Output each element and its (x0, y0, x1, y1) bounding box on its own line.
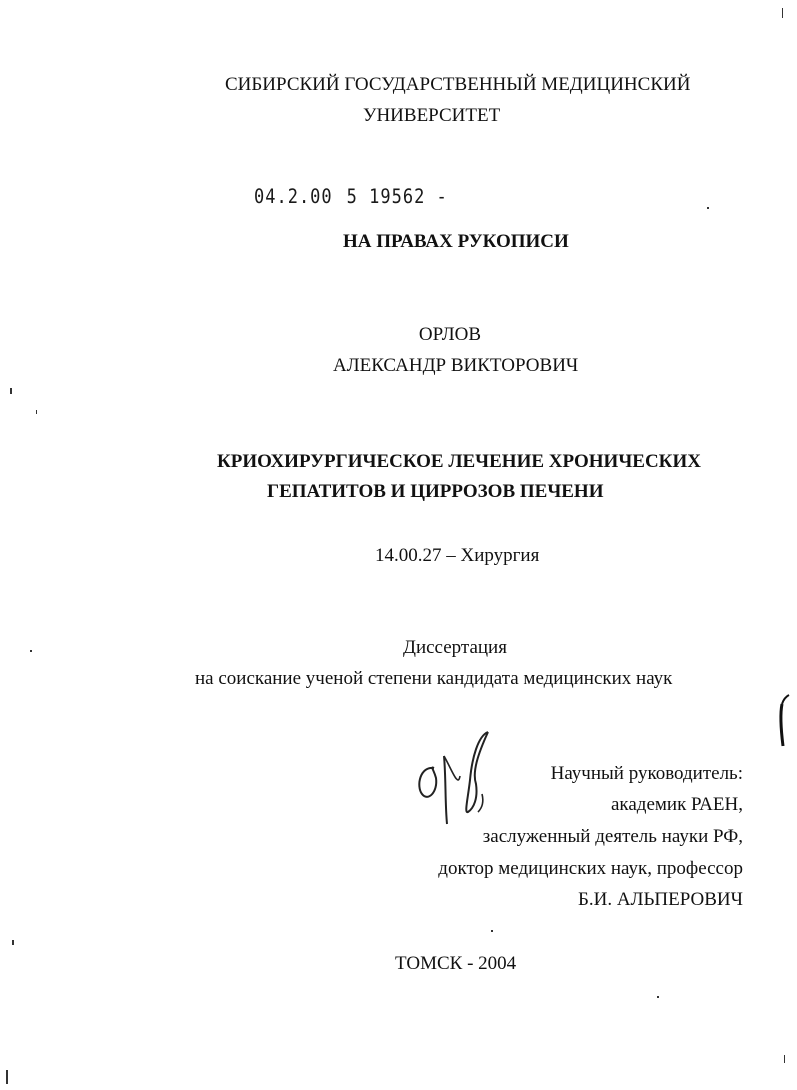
scan-speck (6, 1070, 8, 1084)
scan-speck (657, 996, 659, 998)
scan-speck (30, 650, 32, 652)
scan-speck (782, 8, 783, 18)
university-name-line1: СИБИРСКИЙ ГОСУДАРСТВЕННЫЙ МЕДИЦИНСКИЙ (225, 74, 691, 95)
author-name: АЛЕКСАНДР ВИКТОРОВИЧ (333, 355, 579, 376)
university-name-line2: УНИВЕРСИТЕТ (363, 105, 501, 126)
registration-stamp (254, 186, 448, 209)
scan-edge-mark (770, 690, 792, 750)
dissertation-purpose: на соискание ученой степени кандидата медицинских наук (195, 668, 673, 689)
scan-speck (784, 1055, 785, 1063)
supervisor-name: Б.И. АЛЬПЕРОВИЧ (578, 889, 743, 910)
specialty-code: 14.00.27 – Хирургия (375, 545, 540, 566)
supervisor-title-academic: академик РАЕН, (610, 794, 743, 815)
scan-speck (491, 930, 493, 932)
dissertation-type: Диссертация (403, 637, 507, 658)
dissertation-title-line1: КРИОХИРУРГИЧЕСКОЕ ЛЕЧЕНИЕ ХРОНИЧЕСКИХ (217, 451, 701, 472)
scan-speck (36, 410, 37, 414)
scan-speck (10, 388, 12, 394)
scan-speck (12, 940, 14, 945)
stamp-number: 5 19562 - (346, 185, 448, 209)
supervisor-title-honored: заслуженный деятель науки РФ, (482, 826, 743, 847)
dissertation-title-line2: ГЕПАТИТОВ И ЦИРРОЗОВ ПЕЧЕНИ (267, 481, 604, 502)
author-surname: ОРЛОВ (418, 324, 482, 345)
supervisor-title-degree: доктор медицинских наук, профессор (438, 858, 743, 879)
stamp-date-code: 04.2.00 (254, 185, 333, 209)
city-year: ТОМСК - 2004 (395, 953, 517, 974)
manuscript-note: НА ПРАВАХ РУКОПИСИ (343, 231, 569, 252)
supervisor-label: Научный руководитель: (550, 763, 743, 784)
scan-speck (707, 207, 709, 209)
